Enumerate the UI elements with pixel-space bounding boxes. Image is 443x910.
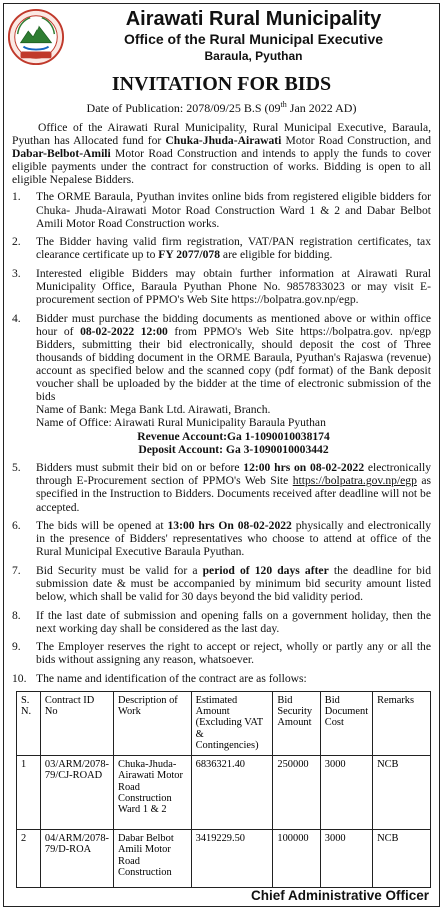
notice-body <box>4 121 439 685</box>
municipality-emblem-icon <box>7 8 65 66</box>
cell-contract-id: 03/ARM/2078-79/CJ-ROAD <box>40 755 113 829</box>
office-name-line: Name of Office: Airawati Rural Municipality Baraula Pyuthan <box>36 416 326 430</box>
list-item: 3. Interested eligible Bidders may obtain further information at Airawati Rural Municipality Office, Baraula Pyuthan Phone No. 9857833023 or may visit E-procurement section of PPMO's Web Site https://bolpatra.gov.np/egp. <box>12 266 431 307</box>
col-header-description: Description of Work <box>114 691 192 755</box>
cell-remarks: NCB <box>373 829 431 887</box>
signature-title: Chief Administrative Officer <box>250 888 429 903</box>
table-header-row <box>17 691 431 755</box>
list-item: 4. Bidder must purchase the bidding documents as mentioned above or within office hour of 08-02-2022 12:00 from PPMO's Web Site https://bolpatra.gov. np/egp Bidders, submitting their bid electronically, should deposit the cost of Three thousands of bidding document in the ORME Baraula, Pyuthan's Rajaswa (revenue) account as specified below and the scanned copy (pdf format) of the Bank deposit voucher shall be uploaded by the bidder at the time of electronic submission of the bids Name of Bank: Mega Bank Ltd. Airawati, Branch. Name of Office: Airawati Rural Municipality Baraula Pyuthan Revenue Account:Ga 1-1090010038174 Deposit Account: Ga 3-1090010003442 <box>12 311 431 456</box>
list-item: 7. Bid Security must be valid for a period of 120 days after the deadline for bid submission date & must be accompanied by minimum bid security amount listed below, which shall be valid for 30 days beyond the bid validity period. <box>12 563 432 604</box>
cell-sn: 1 <box>17 755 41 829</box>
revenue-account: Revenue Account:Ga 1-1090010038174 <box>137 429 330 443</box>
list-item: 10. The name and identification of the contract are as follows: <box>12 672 307 686</box>
cell-sn: 2 <box>17 829 41 887</box>
cell-remarks: NCB <box>373 755 431 829</box>
cell-estimated-amount: 6836321.40 <box>191 755 273 829</box>
list-item: 2. The Bidder having valid firm registration, VAT/PAN registration certificates, tax clearance certificate up to FY 2077/078 are eligible for bidding. <box>12 235 431 262</box>
notice-page <box>3 3 440 907</box>
office-address: Baraula, Pyuthan <box>204 49 303 63</box>
col-header-document-cost: Bid Document Cost <box>320 691 372 755</box>
cell-description: Dabar Belbot Amili Motor Road Construction <box>114 829 192 887</box>
table-row <box>17 755 431 829</box>
deposit-account: Deposit Account: Ga 3-1090010003442 <box>138 442 329 456</box>
col-header-contract-id: Contract ID No <box>40 691 113 755</box>
list-item: 8. If the last date of submission and opening falls on a government holiday, then the next working day shall be considered as the last day. <box>12 608 431 635</box>
notice-header <box>4 4 439 72</box>
cell-document-cost: 3000 <box>320 755 372 829</box>
cell-bid-security: 250000 <box>273 755 320 829</box>
col-header-bid-security: Bid Security Amount <box>273 691 320 755</box>
publication-date: Date of Publication: 2078/09/25 B.S (09th Jan 2022 AD) <box>86 100 357 115</box>
contract-table <box>16 691 431 888</box>
cell-document-cost: 3000 <box>320 829 372 887</box>
intro-paragraph: Office of the Airawati Rural Municipality, Rural Municipal Executive, Baraula, Pyuthan has Allocated fund for Chuka-Jhuda-Airawati Motor Road Construction, and Dabar-Belbot-Amili Motor Road Construction and intends to apply the funds to cover eligible payments under the contract for construction of works. Bidding is open to all eligible Nepalese Bidders. <box>12 121 431 187</box>
cell-estimated-amount: 3419229.50 <box>191 829 273 887</box>
col-header-sn: S. N. <box>17 691 41 755</box>
organization-block <box>74 8 433 64</box>
egp-link[interactable]: https://bolpatra.gov.np/egp <box>292 474 417 488</box>
bank-name: Name of Bank: Mega Bank Ltd. Airawati, Branch. <box>36 403 271 417</box>
organization-name: Airawati Rural Municipality <box>125 8 382 30</box>
cell-contract-id: 04/ARM/2078-79/D-ROA <box>40 829 113 887</box>
list-item: 5. Bidders must submit their bid on or before 12:00 hrs on 08-02-2022 electronically through E-Procurement section of PPMO's Web Site https://bolpatra.gov.np/egp as specified in the Instruction to Bidders. Documents received after deadline will not be accepted. <box>12 461 431 514</box>
list-item: 6. The bids will be opened at 13:00 hrs On 08-02-2022 physically and electronically in the presence of Bidders' representatives who choose to attend at office of the Rural Municipal Executive Baraula Pyuthan. <box>12 519 431 559</box>
col-header-remarks: Remarks <box>373 691 431 755</box>
notice-title: INVITATION FOR BIDS <box>111 73 332 95</box>
cell-bid-security: 100000 <box>273 829 320 887</box>
list-item: 1. The ORME Baraula, Pyuthan invites online bids from registered eligible bidders for Chuka- Jhuda-Airawati Motor Road Construction Ward 1 & 2 and Dabar Belbot Amili Motor Road Construction works. <box>12 190 431 230</box>
table-row <box>17 829 431 887</box>
list-item: 9. The Employer reserves the right to accept or reject, wholly or partly any or all the bids without assigning any reason, whatsoever. <box>12 640 431 667</box>
conditions-list <box>12 190 431 685</box>
cell-description: Chuka-Jhuda-Airawati Motor Road Construction Ward 1 & 2 <box>114 755 192 829</box>
col-header-estimated-amount: Estimated Amount (Excluding VAT & Contingencies) <box>191 691 273 755</box>
office-name: Office of the Rural Municipal Executive <box>123 31 384 47</box>
